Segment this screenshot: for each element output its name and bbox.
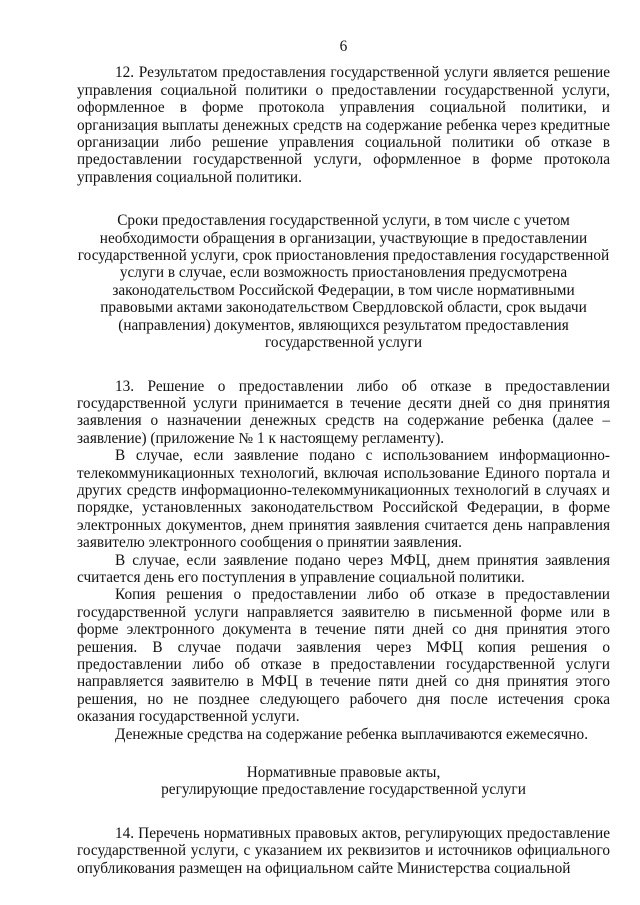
heading-acts-line: Нормативные правовые акты, <box>246 764 441 782</box>
spacer <box>77 186 610 212</box>
heading-terms <box>77 212 610 351</box>
section-12-paragraph: 12. Результатом предоставления государственной услуги является решение управления социальной политики о предоставлении государственной услуги, оформленное в форме протокола управления социальной политики, и организация выплаты денежных средств на содержание ребенка через кредитные организации либо решение управления социальной политики об отказе в предоставлении государственной услуги, оформленное в форме протокола управления социальной политики. <box>77 64 610 186</box>
page-number: 6 <box>339 38 348 55</box>
heading-terms-line: государственной услуги <box>264 334 423 352</box>
heading-terms-line: государственной услуги, срок приостановления предоставления государственной <box>77 247 610 265</box>
section-13-paragraph: В случае, если заявление подано с использованием информационно-телекоммуникационных технологий, включая использование Единого портала и других средств информационно-телекоммуникационных технологий в случаях и порядке, установленных законодательством Российской Федерации, в форме электронных документов, днем принятия заявления считается день направления заявителю электронного сообщения о принятии заявления. <box>77 447 610 552</box>
spacer <box>77 799 610 825</box>
heading-terms-line: услуги в случае, если возможность приостановления предусмотрена <box>119 264 568 282</box>
heading-terms-line: необходимости обращения в организации, участвующие в предоставлении <box>99 229 588 247</box>
heading-terms-line: (направления) документов, являющихся результатом предоставления <box>118 316 569 334</box>
spacer <box>77 743 610 764</box>
spacer <box>77 352 610 378</box>
heading-acts-line: регулирующие предоставление государственной услуги <box>161 781 526 799</box>
heading-terms-line: правовыми актами законодательством Свердловской области, срок выдачи <box>100 299 587 317</box>
heading-terms-line: законодательством Российской Федерации, в том числе нормативными <box>112 281 575 299</box>
section-13-paragraph: 13. Решение о предоставлении либо об отказе в предоставлении государственной услуги принимается в течение десяти дней со дня принятия заявления о назначении денежных средств на содержание ребенка (далее – заявление) (приложение № 1 к настоящему регламенту). <box>77 377 610 447</box>
section-13-paragraph: Денежные средства на содержание ребенка выплачиваются ежемесячно. <box>115 725 589 743</box>
section-14-paragraph: 14. Перечень нормативных правовых актов, регулирующих предоставление государственной услуги, с указанием их реквизитов и источников официального опубликования размещен на официальном сайте Министерства социальной <box>77 824 610 877</box>
heading-terms-line: Сроки предоставления государственной услуги, в том числе с учетом <box>117 212 570 230</box>
section-13-paragraph: Копия решения о предоставлении либо об отказе в предоставлении государственной услуги направляется заявителю в письменной форме или в форме электронного документа в течение пяти дней со дня принятия этого решения. В случае подачи заявления через МФЦ копия решения о предоставлении либо об отказе в предоставлении государственной услуги направляется заявителю в МФЦ в течение пяти дней со дня принятия этого решения, но не позднее следующего рабочего дня после истечения срока оказания государственной услуги. <box>77 586 610 726</box>
heading-acts <box>77 764 610 799</box>
section-13-paragraph: В случае, если заявление подано через МФЦ, днем принятия заявления считается день его поступления в управление социальной политики. <box>77 551 610 586</box>
document-page <box>77 38 610 877</box>
